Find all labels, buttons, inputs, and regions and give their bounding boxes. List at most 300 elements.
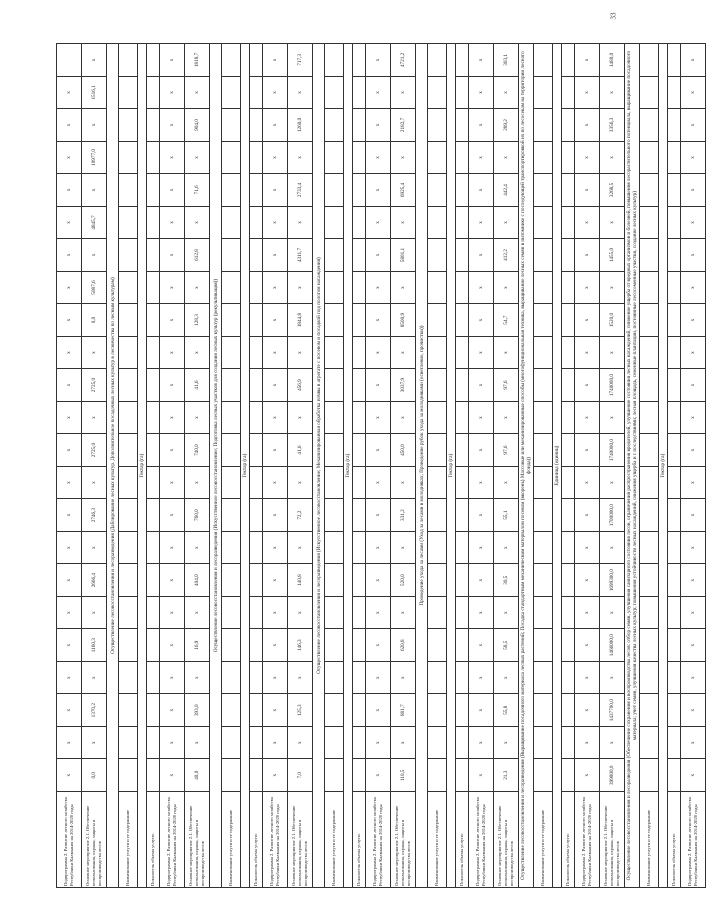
table-cell [428, 271, 447, 304]
table-cell: x [494, 726, 519, 759]
table-cell: x [600, 596, 625, 629]
table-cell [668, 401, 681, 434]
table-cell [640, 629, 659, 662]
table-cell [534, 726, 553, 759]
table-cell: x [160, 109, 185, 142]
table-cell [353, 336, 366, 369]
table-cell: 10977,0 [82, 141, 107, 174]
table-cell: 3268,5 [600, 174, 625, 207]
table-cell: x [469, 76, 494, 109]
table-cell: 331,2 [391, 499, 416, 532]
table-cell: x [681, 239, 706, 272]
table-cell: x [366, 759, 391, 792]
table-cell: x [82, 239, 107, 272]
table-cell: 41,6 [185, 369, 210, 402]
table-cell: x [681, 629, 706, 662]
table-cell [456, 466, 469, 499]
table-cell: x [575, 596, 600, 629]
table-cell: x [366, 109, 391, 142]
table-cell: 303,1 [494, 44, 519, 77]
table-cell: x [160, 76, 185, 109]
table-cell: x [288, 661, 313, 694]
table-row [250, 44, 263, 888]
table-cell [147, 369, 160, 402]
table-cell [456, 271, 469, 304]
table-cell: 2725,0 [82, 369, 107, 402]
table-cell: x [160, 694, 185, 727]
table-cell: x [681, 336, 706, 369]
table-cell: x [391, 336, 416, 369]
table-cell: x [288, 401, 313, 434]
table-cell [119, 726, 138, 759]
table-cell: x [575, 206, 600, 239]
table-cell: x [57, 466, 82, 499]
table-cell: x [366, 564, 391, 597]
table-cell: x [681, 401, 706, 434]
row-label: Основное мероприятие 2.1. Обеспечение использования, охраны, защиты и воспроизводства лесов [288, 792, 313, 888]
table-cell [668, 629, 681, 662]
table-cell: x [82, 336, 107, 369]
table-cell: x [600, 206, 625, 239]
table-cell [456, 434, 469, 467]
table-cell: x [575, 174, 600, 207]
table-cell: 620,8 [391, 629, 416, 662]
table-row [469, 44, 494, 888]
table-cell: x [494, 206, 519, 239]
table-cell: 4721,2 [391, 44, 416, 77]
table-cell: x [82, 596, 107, 629]
table-cell [562, 174, 575, 207]
table-cell [119, 434, 138, 467]
table-cell [222, 629, 241, 662]
table-cell: x [366, 369, 391, 402]
table-cell: x [160, 271, 185, 304]
table-cell: x [263, 271, 288, 304]
table-cell [456, 141, 469, 174]
row-label: Наименование услуги и ее содержание [428, 792, 447, 888]
table-cell: 393,0 [185, 694, 210, 727]
table-cell: x [469, 304, 494, 337]
table-cell: 58,5 [494, 629, 519, 662]
table-cell: 1455,0 [600, 239, 625, 272]
table-cell [640, 174, 659, 207]
table-cell [147, 304, 160, 337]
table-cell: 520,0 [391, 564, 416, 597]
table-cell: 21,3 [494, 759, 519, 792]
table-cell [250, 694, 263, 727]
table-row [119, 44, 138, 888]
table-cell: 612,8 [185, 239, 210, 272]
table-cell [562, 109, 575, 142]
row-label: Основное мероприятие 2.1. Обеспечение использования, охраны, защиты и воспроизводства лесов [494, 792, 519, 888]
table-cell [562, 401, 575, 434]
table-cell: x [469, 466, 494, 499]
table-cell: x [681, 369, 706, 402]
table-cell: 289,2 [494, 109, 519, 142]
table-cell: x [469, 531, 494, 564]
table-cell: 2725,0 [82, 434, 107, 467]
table-row [519, 44, 534, 888]
table-cell: x [681, 174, 706, 207]
table-cell: x [185, 206, 210, 239]
table-cell: x [263, 661, 288, 694]
table-cell: x [366, 401, 391, 434]
row-label: Показатель объема услуги: [250, 792, 263, 888]
table-row [107, 44, 119, 888]
table-cell: x [263, 759, 288, 792]
table-row [553, 44, 562, 888]
table-cell [562, 499, 575, 532]
table-cell: 412,2 [494, 239, 519, 272]
table-cell: x [366, 596, 391, 629]
table-cell [222, 499, 241, 532]
table-cell [325, 141, 344, 174]
table-cell [640, 499, 659, 532]
table-cell [325, 239, 344, 272]
table-cell [147, 694, 160, 727]
table-cell: x [160, 369, 185, 402]
table-cell: 740,0 [185, 434, 210, 467]
table-cell [668, 141, 681, 174]
table-cell [456, 661, 469, 694]
table-cell: 456,9 [288, 369, 313, 402]
table-cell: x [82, 109, 107, 142]
table-cell [456, 596, 469, 629]
table-cell: x [681, 434, 706, 467]
table-cell [428, 174, 447, 207]
table-cell [534, 336, 553, 369]
table-cell: x [263, 369, 288, 402]
table-cell [222, 271, 241, 304]
table-cell: 0,0 [82, 304, 107, 337]
table-cell [428, 76, 447, 109]
table-cell: x [288, 596, 313, 629]
table-row [138, 44, 147, 888]
table-cell [353, 694, 366, 727]
row-label: Показатель объема услуги: [353, 792, 366, 888]
table-cell [640, 206, 659, 239]
table-cell: 1700000,0 [600, 499, 625, 532]
row-label: Наименование услуги и ее содержание [640, 792, 659, 888]
row-label: Показатель объема услуги: [562, 792, 575, 888]
table-cell [668, 304, 681, 337]
table-cell: x [185, 466, 210, 499]
table-cell: x [263, 174, 288, 207]
table-cell [562, 369, 575, 402]
table-cell: x [160, 304, 185, 337]
table-cell [534, 531, 553, 564]
table-cell [250, 401, 263, 434]
table-cell: x [160, 434, 185, 467]
table-cell [325, 304, 344, 337]
table-cell: 30,5 [494, 564, 519, 597]
table-cell [119, 206, 138, 239]
table-cell: x [160, 44, 185, 77]
table-cell [562, 141, 575, 174]
table-cell: 1740000,0 [600, 434, 625, 467]
table-cell [534, 76, 553, 109]
table-cell: x [185, 531, 210, 564]
table-cell: x [366, 466, 391, 499]
table-cell [353, 304, 366, 337]
table-cell [119, 401, 138, 434]
table-cell [353, 629, 366, 662]
table-cell: x [263, 206, 288, 239]
unit-heading: Гектар (га) [447, 44, 456, 888]
table-cell: x [600, 531, 625, 564]
table-cell: x [288, 141, 313, 174]
table-row [416, 44, 428, 888]
table-cell [534, 466, 553, 499]
table-cell [456, 564, 469, 597]
table-cell [640, 369, 659, 402]
table-cell: x [57, 759, 82, 792]
table-cell [325, 596, 344, 629]
table-cell: 1520,0 [600, 304, 625, 337]
row-label: Подпрограмма 2. Развитие лесного хозяйства Республики Калмыкия на 2014-2020 годы [575, 792, 600, 888]
table-cell [562, 531, 575, 564]
table-cell: 55,8 [494, 694, 519, 727]
table-cell [147, 109, 160, 142]
table-cell [428, 596, 447, 629]
table-cell: x [57, 369, 82, 402]
row-label: Наименование услуги и ее содержание [222, 792, 241, 888]
table-cell [562, 206, 575, 239]
table-row [447, 44, 456, 888]
table-cell: 904,0 [185, 109, 210, 142]
table-cell: x [263, 141, 288, 174]
table-cell: x [469, 499, 494, 532]
table-cell [147, 466, 160, 499]
table-cell [57, 44, 82, 77]
table-cell: x [494, 596, 519, 629]
table-cell: x [185, 596, 210, 629]
table-cell: 54,7 [494, 304, 519, 337]
table-cell: 450,0 [391, 434, 416, 467]
table-cell: 1480,0 [600, 44, 625, 77]
table-cell [325, 531, 344, 564]
table-cell: x [681, 694, 706, 727]
table-cell [534, 629, 553, 662]
table-cell [325, 206, 344, 239]
table-row [344, 44, 353, 888]
table-cell [640, 596, 659, 629]
rotated-table-container [56, 44, 698, 888]
table-cell [325, 369, 344, 402]
table-cell [250, 76, 263, 109]
table-row [391, 44, 416, 888]
table-cell: x [366, 499, 391, 532]
table-cell [119, 174, 138, 207]
table-cell [119, 336, 138, 369]
table-cell [250, 629, 263, 662]
table-cell [456, 109, 469, 142]
table-cell: x [494, 661, 519, 694]
table-cell [456, 174, 469, 207]
table-cell [534, 304, 553, 337]
table-cell [250, 109, 263, 142]
table-cell [250, 466, 263, 499]
table-cell [428, 499, 447, 532]
table-cell [562, 759, 575, 792]
table-cell [640, 466, 659, 499]
table-row [313, 44, 325, 888]
table-cell: x [57, 629, 82, 662]
table-cell [222, 304, 241, 337]
table-cell: x [263, 531, 288, 564]
table-cell: x [600, 661, 625, 694]
table-cell: x [263, 596, 288, 629]
table-cell: x [263, 694, 288, 727]
table-cell: x [575, 336, 600, 369]
row-label: Основное мероприятие 2.1. Обеспечение использования, охраны, защиты и воспроизводства лесов [600, 792, 625, 888]
table-cell [456, 304, 469, 337]
table-cell: x [160, 759, 185, 792]
table-cell [222, 661, 241, 694]
table-cell: x [57, 336, 82, 369]
table-cell [428, 304, 447, 337]
table-cell: x [681, 564, 706, 597]
table-cell [640, 759, 659, 792]
table-cell: 3037,9 [391, 369, 416, 402]
table-cell: x [575, 76, 600, 109]
table-cell: x [366, 694, 391, 727]
table-cell [562, 304, 575, 337]
table-cell [147, 141, 160, 174]
table-cell: x [160, 564, 185, 597]
table-row [428, 44, 447, 888]
table-cell [640, 401, 659, 434]
table-row [222, 44, 241, 888]
table-cell: 1437700,0 [600, 694, 625, 727]
table-cell [325, 466, 344, 499]
table-cell [640, 336, 659, 369]
table-cell: 2746,3 [82, 499, 107, 532]
table-cell [325, 76, 344, 109]
table-cell [428, 401, 447, 434]
table-cell: 442,4 [494, 174, 519, 207]
table-cell: x [160, 239, 185, 272]
table-cell: x [391, 661, 416, 694]
row-label: Наименование услуги и ее содержание [325, 792, 344, 888]
table-cell: x [469, 596, 494, 629]
table-cell: 1844,8 [288, 304, 313, 337]
row-label: Основное мероприятие 2.1. Обеспечение использования, охраны, защиты и воспроизводства лесов [391, 792, 416, 888]
table-cell [325, 629, 344, 662]
table-cell [562, 271, 575, 304]
table-cell: x [82, 174, 107, 207]
table-cell: x [160, 141, 185, 174]
page-number: 33 [609, 12, 618, 20]
table-cell [456, 206, 469, 239]
table-cell [222, 564, 241, 597]
table-cell [353, 141, 366, 174]
table-cell: x [185, 141, 210, 174]
table-cell: x [263, 726, 288, 759]
table-cell [668, 531, 681, 564]
table-cell: x [469, 564, 494, 597]
row-label: Показатель объема услуги: [147, 792, 160, 888]
table-row [575, 44, 600, 888]
table-cell [222, 44, 241, 77]
table-cell: x [57, 531, 82, 564]
table-cell [250, 434, 263, 467]
table-cell: x [185, 726, 210, 759]
table-cell: x [366, 44, 391, 77]
table-cell: x [288, 336, 313, 369]
table-cell: x [494, 336, 519, 369]
table-cell [668, 434, 681, 467]
table-cell [534, 759, 553, 792]
table-row [534, 44, 553, 888]
table-cell: x [575, 759, 600, 792]
table-cell: x [288, 76, 313, 109]
table-cell [325, 271, 344, 304]
table-cell [428, 109, 447, 142]
table-cell: x [263, 304, 288, 337]
table-cell [640, 76, 659, 109]
table-cell [250, 499, 263, 532]
table-cell: x [681, 661, 706, 694]
table-cell: x [469, 726, 494, 759]
table-cell [119, 629, 138, 662]
table-cell [250, 206, 263, 239]
table-cell [353, 401, 366, 434]
table-cell [353, 759, 366, 792]
table-cell [325, 759, 344, 792]
table-cell: x [600, 76, 625, 109]
table-cell: x [263, 466, 288, 499]
table-cell: x [575, 141, 600, 174]
table-cell [668, 239, 681, 272]
row-label: Подпрограмма 2. Развитие лесного хозяйства Республики Калмыкия на 2014-2020 годы [57, 792, 82, 888]
table-cell: x [575, 466, 600, 499]
table-cell [353, 661, 366, 694]
unit-heading: Гектар (га) [241, 44, 250, 888]
table-cell [640, 694, 659, 727]
table-cell [325, 694, 344, 727]
table-row [668, 44, 681, 888]
table-cell [119, 44, 138, 77]
table-cell: x [288, 531, 313, 564]
table-cell: x [469, 401, 494, 434]
table-cell [534, 401, 553, 434]
table-cell [534, 206, 553, 239]
table-cell [222, 141, 241, 174]
table-cell: x [288, 726, 313, 759]
table-row [562, 44, 575, 888]
table-cell [456, 336, 469, 369]
table-cell: x [57, 304, 82, 337]
table-cell [222, 759, 241, 792]
table-cell: x [82, 401, 107, 434]
table-cell: 97,6 [494, 434, 519, 467]
table-cell [147, 336, 160, 369]
table-cell [668, 174, 681, 207]
table-cell [562, 661, 575, 694]
table-row [288, 44, 313, 888]
table-cell: x [391, 76, 416, 109]
table-cell: x [600, 141, 625, 174]
table-cell: x [600, 726, 625, 759]
table-cell [325, 434, 344, 467]
table-cell [222, 174, 241, 207]
table-cell [250, 141, 263, 174]
table-cell [534, 596, 553, 629]
table-cell: 55,1 [494, 499, 519, 532]
table-cell: x [469, 759, 494, 792]
table-cell: x [366, 629, 391, 662]
